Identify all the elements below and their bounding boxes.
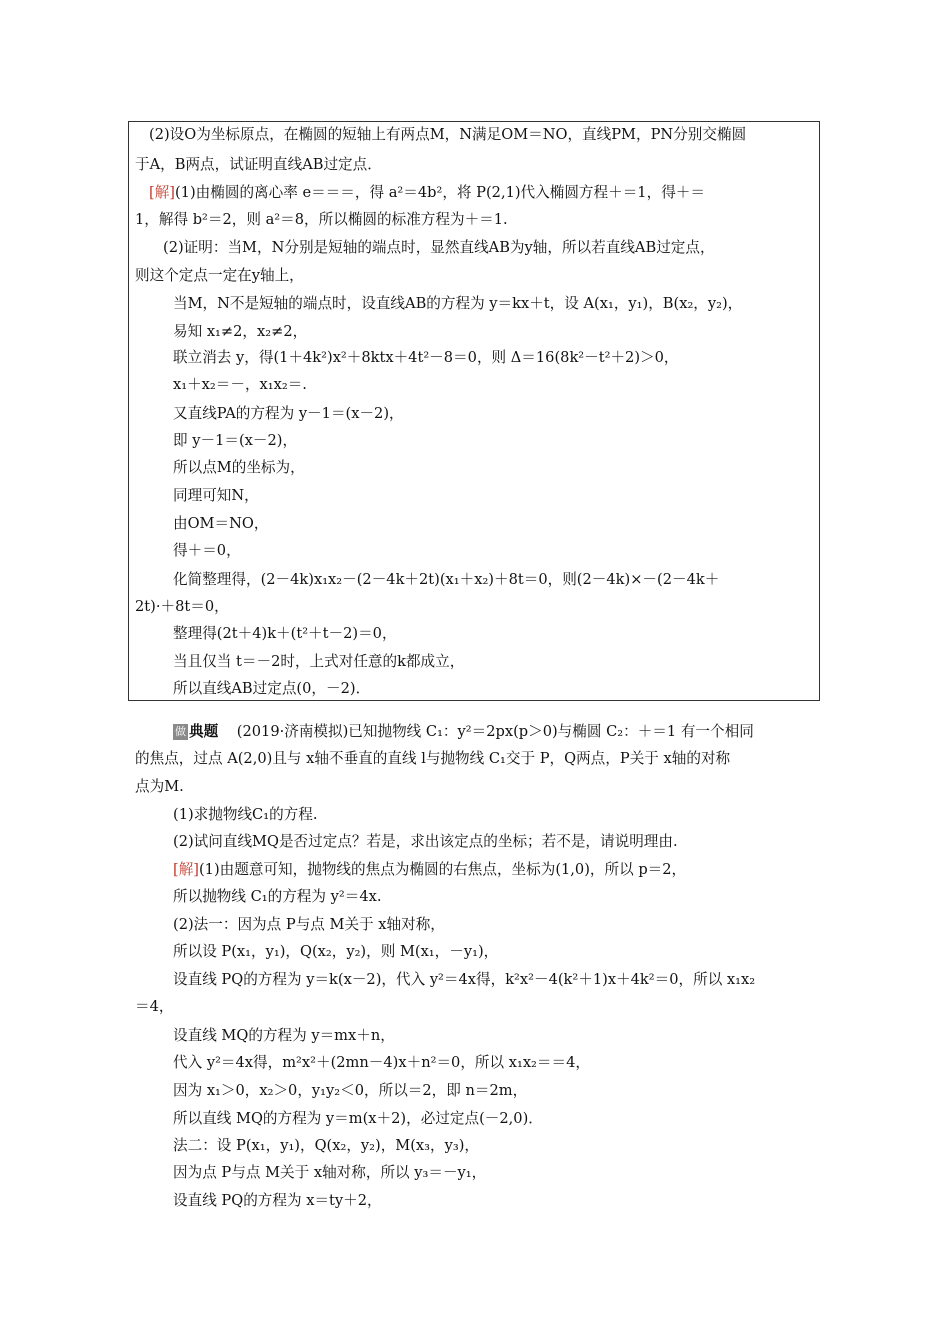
box-line: 于A，B两点，试证明直线AB过定点． xyxy=(135,156,382,173)
body-line: [解](1)由题意可知，抛物线的焦点为椭圆的右焦点，坐标为(1,0)，所以 p＝2， xyxy=(173,861,687,878)
body-line: 设直线 PQ的方程为 y＝k(x－2)，代入 y²＝4x得，k²x²－4(k²＋1)x＋4k²＝0，所以 x₁x₂ xyxy=(173,971,756,988)
problem-line: 做 典题 (2019·济南模拟)已知抛物线 C₁：y²＝2px(p＞0)与椭圆 C₂：＋＝1 有一个相同 xyxy=(175,723,754,740)
body-line: 因为 x₁＞0，x₂＞0，y₁y₂＜0，所以＝2，即 n＝2m， xyxy=(173,1082,528,1099)
body-line: 点为M. xyxy=(135,778,184,795)
body-line: 设直线 PQ的方程为 x＝ty＋2， xyxy=(173,1192,382,1209)
body-line: 的焦点，过点 A(2,0)且与 x轴不垂直的直线 l与抛物线 C₁交于 P，Q两点，P关于 x轴的对称 xyxy=(135,750,731,767)
box-line: 同理可知N， xyxy=(173,487,259,504)
box-line: 整理得(2t＋4)k＋(t²＋t－2)＝0， xyxy=(173,625,397,642)
do-badge: 做 xyxy=(175,725,186,738)
box-line: 当M，N不是短轴的端点时，设直线AB的方程为 y＝kx＋t，设 A(x₁，y₁)，B(x₂，y₂)， xyxy=(173,295,743,312)
box-line: 联立消去 y，得(1＋4k²)x²＋8ktx＋4t²－8＝0，则 Δ＝16(8k²－t²＋2)＞0， xyxy=(173,349,679,366)
box-line: 1，解得 b²＝2，则 a²＝8，所以椭圆的标准方程为＋＝1. xyxy=(135,211,508,228)
body-line: 代入 y²＝4x得，m²x²＋(2mn－4)x＋n²＝0，所以 x₁x₂＝＝4， xyxy=(173,1054,590,1071)
body-line: (2)试问直线MQ是否过定点？若是，求出该定点的坐标；若不是，请说明理由. xyxy=(173,833,678,850)
box-line: 则这个定点一定在y轴上， xyxy=(135,267,304,284)
box-line: 所以点M的坐标为， xyxy=(173,459,305,476)
box-line: 2t)·＋8t＝0， xyxy=(135,598,229,615)
box-line: 易知 x₁≠2，x₂≠2， xyxy=(173,323,308,340)
box-line: 又直线PA的方程为 y－1＝(x－2)， xyxy=(173,405,404,422)
box-line: x₁＋x₂＝－，x₁x₂＝. xyxy=(173,376,307,393)
body-line: 设直线 MQ的方程为 y＝mx＋n， xyxy=(173,1027,395,1044)
body-line: 法二：设 P(x₁，y₁)，Q(x₂，y₂)，M(x₃，y₃)， xyxy=(173,1137,479,1154)
box-line: 即 y－1＝(x－2)， xyxy=(173,432,298,449)
solution-tag: [解] xyxy=(149,184,175,201)
badge-label: 典题 xyxy=(189,723,219,740)
body-line: 所以抛物线 C₁的方程为 y²＝4x. xyxy=(173,888,382,905)
box-line: 化简整理得，(2－4k)x₁x₂－(2－4k＋2t)(x₁＋x₂)＋8t＝0，则(2－4k)×－(2－4k＋ xyxy=(173,571,720,588)
box-line: 得＋＝0， xyxy=(173,542,241,559)
box-line: 当且仅当 t＝－2时，上式对任意的k都成立， xyxy=(173,653,465,670)
body-line: (2)法一：因为点 P与点 M关于 x轴对称， xyxy=(173,916,445,933)
body-line: (1)求抛物线C₁的方程. xyxy=(173,806,318,823)
body-line: ＝4， xyxy=(135,998,174,1015)
solution-tag: [解] xyxy=(173,861,199,878)
box-line: 所以直线AB过定点(0，－2)． xyxy=(173,680,371,697)
box-line: (2)证明：当M，N分别是短轴的端点时，显然直线AB为y轴，所以若直线AB过定点， xyxy=(163,239,715,256)
body-line: 所以设 P(x₁，y₁)，Q(x₂，y₂)，则 M(x₁，－y₁)， xyxy=(173,943,499,960)
body-line: 所以直线 MQ的方程为 y＝m(x＋2)，必过定点(－2,0)． xyxy=(173,1110,543,1127)
body-line: 因为点 P与点 M关于 x轴对称，所以 y₃＝－y₁， xyxy=(173,1164,487,1181)
box-line: 由OM＝NO， xyxy=(173,515,269,532)
box-line: [解](1)由椭圆的离心率 e＝＝＝，得 a²＝4b²，将 P(2,1)代入椭圆方程＋＝1，得＋＝ xyxy=(149,184,705,201)
box-line: (2)设O为坐标原点，在椭圆的短轴上有两点M，N满足OM＝NO，直线PM，PN分别交椭圆 xyxy=(149,126,747,143)
